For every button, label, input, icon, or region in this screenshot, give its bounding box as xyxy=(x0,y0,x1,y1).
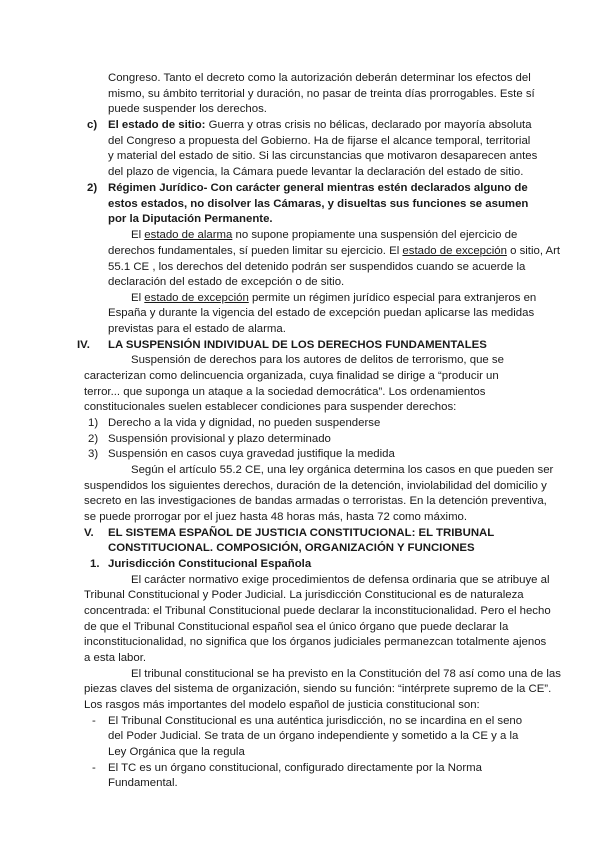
section-iv-after-line: suspendidos los siguientes derechos, duración de la detención, inviolabilidad del domicilio y xyxy=(84,480,547,492)
section-v-p2-line: piezas claves del sistema de organización, siendo su función: “intérprete supremo de la CE”. xyxy=(84,683,552,695)
item-2-line: estos estados, no disolver las Cámaras, y disueltas sus funciones se asumen xyxy=(108,198,529,210)
text-run: no supone propiamente una suspensión del ejercicio de xyxy=(232,229,518,241)
section-v-p1-line: concentrada: el Tribunal Constitucional puede declarar la inconstitucionalidad. Pero el hecho xyxy=(84,605,551,617)
condition-item: Derecho a la vida y dignidad, no pueden suspenderse xyxy=(108,417,381,429)
regimen-line: previstas para el estado de alarma. xyxy=(108,323,286,335)
item-2-line: por la Diputación Permanente. xyxy=(108,213,273,225)
item-c-heading: El estado de sitio: xyxy=(108,119,206,131)
subsection-number: 1. xyxy=(90,558,100,570)
term-estado-de-alarma: estado de alarma xyxy=(144,229,233,241)
condition-number: 3) xyxy=(88,448,99,460)
regimen-line: España y durante la vigencia del estado de excepción puedan aplicarse las medidas xyxy=(108,307,535,319)
item-c-line: del Congreso a propuesta del Gobierno. Ha de fijarse el alcance temporal, territorial xyxy=(108,135,531,147)
section-iv-line: constitucionales suelen establecer condiciones para suspender derechos: xyxy=(84,401,457,413)
section-v-title-line: CONSTITUCIONAL. COMPOSICIÓN, ORGANIZACIÓN Y FUNCIONES xyxy=(108,542,475,554)
section-iv-line: caracterizan como delincuencia organizada, cuya finalidad se dirige a “producir un xyxy=(84,370,499,382)
section-v-p2-line: El tribunal constitucional se ha previsto en la Constitución del 78 así como una de las xyxy=(131,668,561,680)
text-run: El xyxy=(131,229,145,241)
text-run: permite un régimen jurídico especial para extranjeros en xyxy=(248,292,537,304)
subsection-title: Jurisdicción Constitucional Española xyxy=(108,558,312,570)
dash-bullet: - xyxy=(92,762,96,774)
continuation-line: mismo, su ámbito territorial y duración, no pasar de treinta días prorrogables. Este sí xyxy=(108,88,535,100)
term-estado-de-excepcion: estado de excepción xyxy=(402,245,507,257)
regimen-line: declaración del estado de excepción o de sitio. xyxy=(108,276,345,288)
regimen-line xyxy=(131,290,536,306)
item-c-first-line xyxy=(108,117,532,133)
section-iv-line: terror... que suponga un ataque a la sociedad democrática”. Los ordenamientos xyxy=(84,386,486,398)
condition-item: Suspensión provisional y plazo determinado xyxy=(108,433,331,445)
item-c-line: del plazo de vigencia, la Cámara puede levantar la declaración del estado de sitio. xyxy=(108,166,524,178)
section-v-p2-line: Los rasgos más importantes del modelo español de justicia constitucional son: xyxy=(84,699,480,711)
condition-number: 2) xyxy=(88,433,99,445)
section-v-title-line: EL SISTEMA ESPAÑOL DE JUSTICIA CONSTITUCIONAL: EL TRIBUNAL xyxy=(108,527,495,539)
section-iv-line: Suspensión de derechos para los autores de delitos de terrorismo, que se xyxy=(131,354,504,366)
list-marker: c) xyxy=(87,119,98,131)
section-v-p1-line: El carácter normativo exige procedimientos de defensa ordinaria que se atribuye al xyxy=(131,574,550,586)
item-c-text: Guerra y otras crisis no bélicas, declarado por mayoría absoluta xyxy=(205,119,532,131)
bullet-line: Fundamental. xyxy=(108,777,178,789)
bullet-line: Ley Orgánica que la regula xyxy=(108,746,245,758)
bullet-line: El Tribunal Constitucional es una auténtica jurisdicción, no se incardina en el seno xyxy=(108,715,523,727)
regimen-line xyxy=(108,243,560,259)
section-iv-title: LA SUSPENSIÓN INDIVIDUAL DE LOS DERECHOS FUNDAMENTALES xyxy=(108,339,487,351)
regimen-line xyxy=(131,227,517,243)
condition-item: Suspensión en casos cuya gravedad justifique la medida xyxy=(108,448,395,460)
section-numeral: IV. xyxy=(77,339,90,351)
condition-number: 1) xyxy=(88,417,99,429)
section-iv-after-line: Según el artículo 55.2 CE, una ley orgánica determina los casos en que pueden ser xyxy=(131,464,554,476)
list-marker: 2) xyxy=(87,182,98,194)
section-v-p1-line: de que el Tribunal Constitucional español sea el único órgano que puede declarar la xyxy=(84,621,509,633)
continuation-line: puede suspender los derechos. xyxy=(108,103,267,115)
section-v-p1-line: a esta labor. xyxy=(84,652,147,664)
section-iv-after-line: secreto en las investigaciones de bandas armadas o terroristas. En la detención preventiva, xyxy=(84,495,547,507)
text-run: derechos fundamentales, sí pueden limitar su ejercicio. El xyxy=(108,245,403,257)
bullet-line: del Poder Judicial. Se trata de un órgano independiente y sometido a la CE y a la xyxy=(108,730,519,742)
bullet-line: El TC es un órgano constitucional, configurado directamente por la Norma xyxy=(108,762,482,774)
section-numeral: V. xyxy=(84,527,94,539)
item-c-line: y material del estado de sitio. Si las circunstancias que motivaron desaparecen antes xyxy=(108,150,538,162)
dash-bullet: - xyxy=(92,715,96,727)
text-run: o sitio, Art xyxy=(506,245,561,257)
item-2-line: Régimen Jurídico- Con carácter general mientras estén declarados alguno de xyxy=(108,182,528,194)
text-run: El xyxy=(131,292,145,304)
regimen-line: 55.1 CE , los derechos del detenido podrán ser suspendidos cuando se acuerde la xyxy=(108,261,526,273)
term-estado-de-excepcion: estado de excepción xyxy=(144,292,249,304)
section-iv-after-line: se puede prorrogar por el juez hasta 48 horas más, hasta 72 como máximo. xyxy=(84,511,468,523)
continuation-line: Congreso. Tanto el decreto como la autorización deberán determinar los efectos del xyxy=(108,72,531,84)
section-v-p1-line: inconstitucionalidad, no significa que los órganos judiciales permanezcan totalmente ajenos xyxy=(84,636,547,648)
section-v-p1-line: Tribunal Constitucional y Poder Judicial. La jurisdicción Constitucional es de naturaleza xyxy=(84,589,524,601)
